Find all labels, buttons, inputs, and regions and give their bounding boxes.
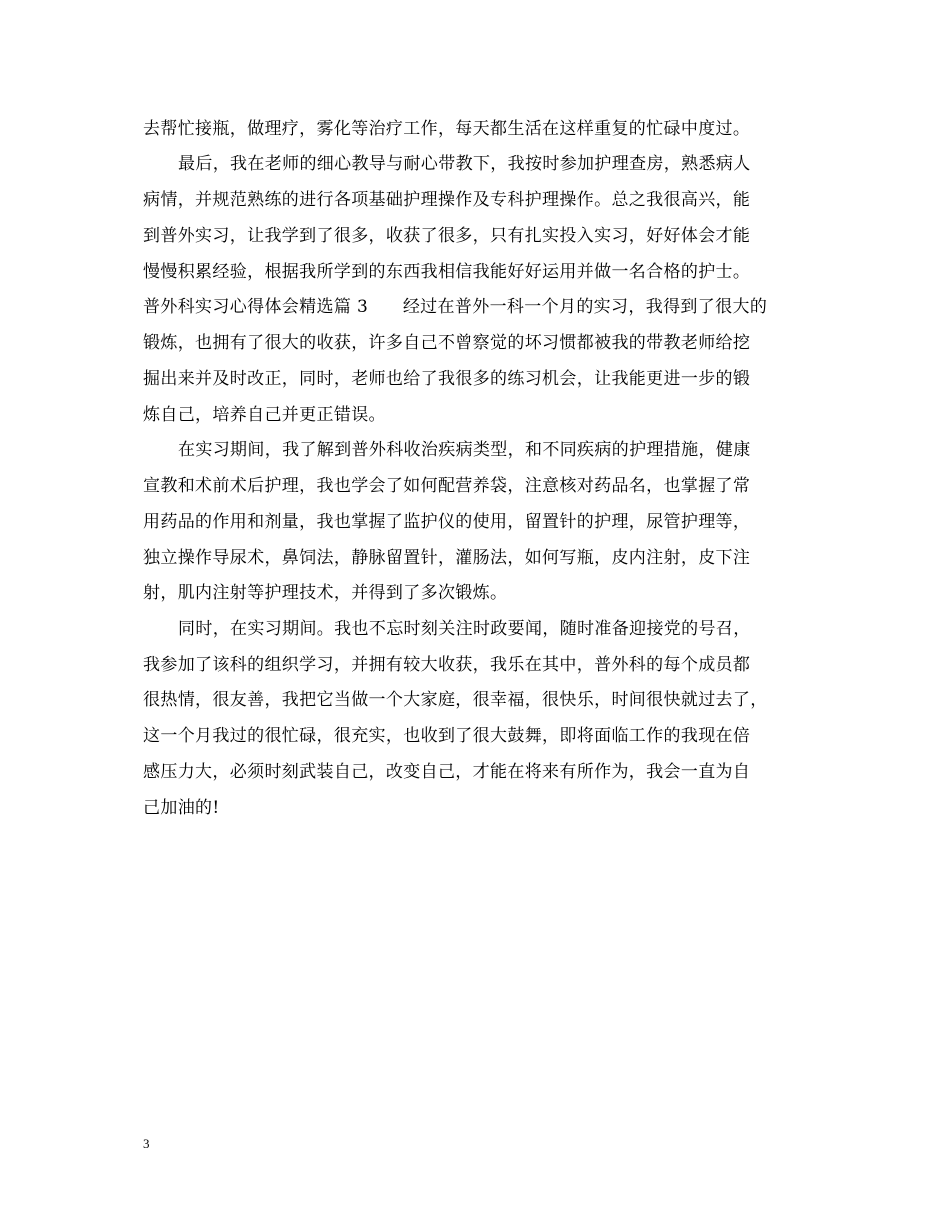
text-line-6: 普外科实习心得体会精选篇 3 经过在普外一科一个月的实习，我得到了很大的 bbox=[143, 297, 768, 317]
text-line-10: 在实习期间，我了解到普外科收治疾病类型，和不同疾病的护理措施，健康 bbox=[178, 440, 751, 460]
text-line-16: 我参加了该科的组织学习，并拥有较大收获，我乐在其中，普外科的每个成员都 bbox=[143, 655, 751, 675]
text-line-7: 锻炼，也拥有了很大的收获，许多自己不曾察觉的坏习惯都被我的带教老师给挖 bbox=[143, 333, 751, 353]
text-line-3: 病情，并规范熟练的进行各项基础护理操作及专科护理操作。总之我很高兴，能 bbox=[143, 190, 751, 210]
text-line-11: 宣教和术前术后护理，我也学会了如何配营养袋，注意核对药品名，也掌握了常 bbox=[143, 476, 751, 496]
text-line-14: 射，肌内注射等护理技术，并得到了多次锻炼。 bbox=[143, 583, 508, 603]
text-line-15: 同时，在实习期间。我也不忘时刻关注时政要闻，随时准备迎接党的号召， bbox=[178, 619, 751, 639]
text-line-8: 掘出来并及时改正，同时，老师也给了我很多的练习机会，让我能更进一步的锻 bbox=[143, 369, 751, 389]
text-line-4: 到普外实习，让我学到了很多，收获了很多，只有扎实投入实习，好好体会才能 bbox=[143, 226, 751, 246]
text-line-18: 这一个月我过的很忙碌，很充实，也收到了很大鼓舞，即将面临工作的我现在倍 bbox=[143, 726, 751, 746]
text-line-12: 用药品的作用和剂量，我也掌握了监护仪的使用，留置针的护理，尿管护理等， bbox=[143, 512, 751, 532]
text-line-9: 炼自己，培养自己并更正错误。 bbox=[143, 405, 386, 425]
text-line-20: 己加油的! bbox=[143, 798, 220, 818]
page-number: 3 bbox=[143, 1136, 150, 1151]
text-line-5: 慢慢积累经验，根据我所学到的东西我相信我能好好运用并做一名合格的护士。 bbox=[143, 262, 751, 282]
text-line-2: 最后，我在老师的细心教导与耐心带教下，我按时参加护理查房，熟悉病人 bbox=[178, 154, 751, 174]
text-line-13: 独立操作导尿术，鼻饲法，静脉留置针，灌肠法，如何写瓶，皮内注射，皮下注 bbox=[143, 548, 751, 568]
text-line-1: 去帮忙接瓶，做理疗，雾化等治疗工作，每天都生活在这样重复的忙碌中度过。 bbox=[143, 119, 751, 139]
text-line-19: 感压力大，必须时刻武装自己，改变自己，才能在将来有所作为，我会一直为自 bbox=[143, 762, 751, 782]
text-line-17: 很热情，很友善，我把它当做一个大家庭，很幸福，很快乐，时间很快就过去了， bbox=[143, 690, 768, 710]
